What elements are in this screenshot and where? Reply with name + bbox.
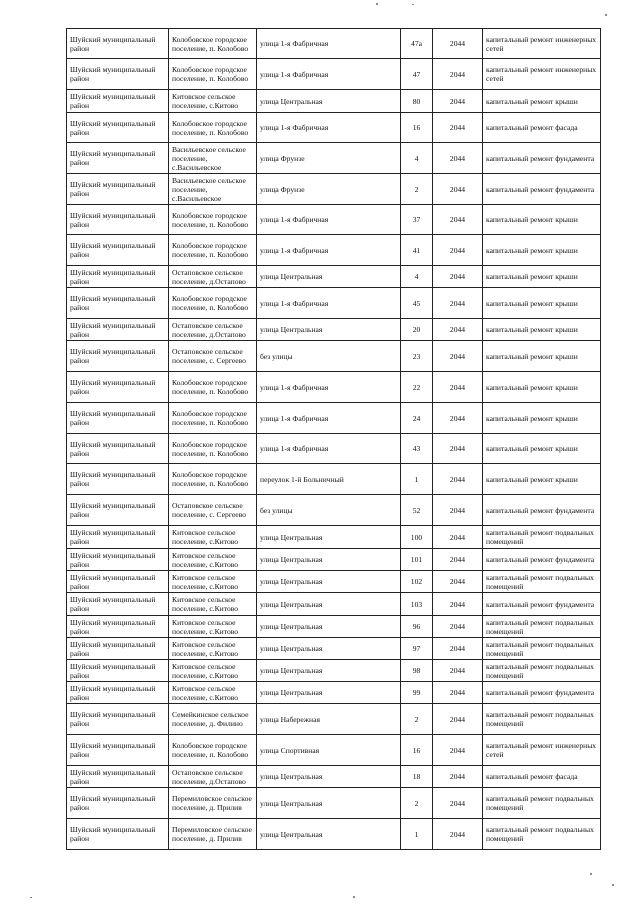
work-type-cell: капитальный ремонт фундамента xyxy=(483,174,601,205)
house-number-cell: 52 xyxy=(401,495,433,526)
district-cell: Шуйский муниципальный район xyxy=(67,113,169,143)
work-type-cell: капитальный ремонт крыши xyxy=(483,205,601,235)
year-cell: 2044 xyxy=(433,266,483,288)
street-cell: улица 1-я Фабричная xyxy=(257,235,401,266)
table-row xyxy=(67,235,601,266)
settlement-cell: Перемиловское сельское поселение, д. Прилив xyxy=(169,819,257,850)
settlement-cell: Васильевское сельское поселение, с.Васильевское xyxy=(169,174,257,205)
year-cell: 2044 xyxy=(433,464,483,495)
table-row xyxy=(67,205,601,235)
table-row xyxy=(67,174,601,205)
year-cell: 2044 xyxy=(433,549,483,571)
table-row xyxy=(67,766,601,788)
street-cell: улица Фрунзе xyxy=(257,143,401,174)
table-row xyxy=(67,90,601,113)
street-cell: без улицы xyxy=(257,495,401,526)
house-number-cell: 103 xyxy=(401,593,433,616)
settlement-cell: Китовское сельское поселение, с.Китово xyxy=(169,571,257,593)
settlement-cell: Китовское сельское поселение, с.Китово xyxy=(169,616,257,638)
work-type-cell: капитальный ремонт фундамента xyxy=(483,593,601,616)
work-type-cell: капитальный ремонт инженерных сетей xyxy=(483,59,601,90)
settlement-cell: Китовское сельское поселение, с.Китово xyxy=(169,660,257,682)
house-number-cell: 4 xyxy=(401,143,433,174)
table-row xyxy=(67,59,601,90)
district-cell: Шуйский муниципальный район xyxy=(67,372,169,403)
table-row xyxy=(67,341,601,372)
table-row xyxy=(67,593,601,616)
house-number-cell: 16 xyxy=(401,735,433,766)
street-cell: улица Центральная xyxy=(257,593,401,616)
district-cell: Шуйский муниципальный район xyxy=(67,735,169,766)
work-type-cell: капитальный ремонт крыши xyxy=(483,341,601,372)
work-type-cell: капитальный ремонт подвальных помещений xyxy=(483,704,601,735)
work-type-cell: капитальный ремонт крыши xyxy=(483,288,601,319)
house-number-cell: 20 xyxy=(401,319,433,341)
year-cell: 2044 xyxy=(433,143,483,174)
street-cell: улица 1-я Фабричная xyxy=(257,288,401,319)
house-number-cell: 2 xyxy=(401,704,433,735)
work-type-cell: капитальный ремонт крыши xyxy=(483,464,601,495)
district-cell: Шуйский муниципальный район xyxy=(67,235,169,266)
table-row xyxy=(67,788,601,819)
work-type-cell: капитальный ремонт подвальных помещений xyxy=(483,638,601,660)
settlement-cell: Китовское сельское поселение, с.Китово xyxy=(169,526,257,549)
settlement-cell: Колобовское городское поселение, п. Колобово xyxy=(169,59,257,90)
street-cell: улица 1-я Фабричная xyxy=(257,205,401,235)
work-type-cell: капитальный ремонт подвальных помещений xyxy=(483,819,601,850)
district-cell: Шуйский муниципальный район xyxy=(67,571,169,593)
settlement-cell: Остаповское сельское поселение, д.Остапово xyxy=(169,319,257,341)
district-cell: Шуйский муниципальный район xyxy=(67,143,169,174)
street-cell: улица Фрунзе xyxy=(257,174,401,205)
street-cell: улица Центральная xyxy=(257,571,401,593)
scan-speck xyxy=(412,4,414,5)
table-row xyxy=(67,495,601,526)
settlement-cell: Остаповское сельское поселение, д.Остапово xyxy=(169,266,257,288)
district-cell: Шуйский муниципальный район xyxy=(67,704,169,735)
settlement-cell: Китовское сельское поселение, с.Китово xyxy=(169,549,257,571)
scan-speck xyxy=(605,14,607,16)
year-cell: 2044 xyxy=(433,593,483,616)
year-cell: 2044 xyxy=(433,495,483,526)
repair-schedule-table xyxy=(66,28,601,850)
street-cell: улица Центральная xyxy=(257,660,401,682)
year-cell: 2044 xyxy=(433,735,483,766)
scan-speck xyxy=(612,884,614,886)
house-number-cell: 43 xyxy=(401,434,433,464)
scan-speck xyxy=(30,897,32,898)
settlement-cell: Остаповское сельское поселение, с. Сергеево xyxy=(169,341,257,372)
district-cell: Шуйский муниципальный район xyxy=(67,638,169,660)
house-number-cell: 102 xyxy=(401,571,433,593)
house-number-cell: 2 xyxy=(401,788,433,819)
year-cell: 2044 xyxy=(433,403,483,434)
street-cell: улица Центральная xyxy=(257,319,401,341)
work-type-cell: капитальный ремонт фасада xyxy=(483,766,601,788)
work-type-cell: капитальный ремонт крыши xyxy=(483,90,601,113)
work-type-cell: капитальный ремонт инженерных сетей xyxy=(483,29,601,59)
house-number-cell: 101 xyxy=(401,549,433,571)
table-row xyxy=(67,526,601,549)
settlement-cell: Китовское сельское поселение, с.Китово xyxy=(169,638,257,660)
work-type-cell: капитальный ремонт подвальных помещений xyxy=(483,660,601,682)
house-number-cell: 41 xyxy=(401,235,433,266)
settlement-cell: Остаповское сельское поселение, с. Сергеево xyxy=(169,495,257,526)
table-row xyxy=(67,735,601,766)
district-cell: Шуйский муниципальный район xyxy=(67,593,169,616)
district-cell: Шуйский муниципальный район xyxy=(67,682,169,704)
settlement-cell: Васильевское сельское поселение, с.Васильевское xyxy=(169,143,257,174)
year-cell: 2044 xyxy=(433,205,483,235)
year-cell: 2044 xyxy=(433,766,483,788)
street-cell: переулок 1-й Больничный xyxy=(257,464,401,495)
work-type-cell: капитальный ремонт фундамента xyxy=(483,495,601,526)
table-row xyxy=(67,29,601,59)
settlement-cell: Колобовское городское поселение, п. Колобово xyxy=(169,403,257,434)
table-row xyxy=(67,819,601,850)
year-cell: 2044 xyxy=(433,526,483,549)
table-row xyxy=(67,319,601,341)
settlement-cell: Перемиловское сельское поселение, д. Прилив xyxy=(169,788,257,819)
work-type-cell: капитальный ремонт фундамента xyxy=(483,143,601,174)
house-number-cell: 4 xyxy=(401,266,433,288)
year-cell: 2044 xyxy=(433,113,483,143)
settlement-cell: Семейкинское сельское поселение, д. Филино xyxy=(169,704,257,735)
table-row xyxy=(67,616,601,638)
scan-speck xyxy=(376,3,378,5)
district-cell: Шуйский муниципальный район xyxy=(67,288,169,319)
work-type-cell: капитальный ремонт крыши xyxy=(483,266,601,288)
district-cell: Шуйский муниципальный район xyxy=(67,616,169,638)
district-cell: Шуйский муниципальный район xyxy=(67,59,169,90)
work-type-cell: капитальный ремонт фундамента xyxy=(483,549,601,571)
district-cell: Шуйский муниципальный район xyxy=(67,526,169,549)
street-cell: улица Набережная xyxy=(257,704,401,735)
table-row xyxy=(67,434,601,464)
street-cell: без улицы xyxy=(257,341,401,372)
year-cell: 2044 xyxy=(433,90,483,113)
work-type-cell: капитальный ремонт инженерных сетей xyxy=(483,735,601,766)
year-cell: 2044 xyxy=(433,341,483,372)
scan-speck xyxy=(353,896,355,898)
district-cell: Шуйский муниципальный район xyxy=(67,549,169,571)
district-cell: Шуйский муниципальный район xyxy=(67,174,169,205)
district-cell: Шуйский муниципальный район xyxy=(67,319,169,341)
table-row xyxy=(67,403,601,434)
house-number-cell: 1 xyxy=(401,464,433,495)
work-type-cell: капитальный ремонт крыши xyxy=(483,372,601,403)
house-number-cell: 98 xyxy=(401,660,433,682)
district-cell: Шуйский муниципальный район xyxy=(67,819,169,850)
house-number-cell: 47а xyxy=(401,29,433,59)
settlement-cell: Колобовское городское поселение, п. Колобово xyxy=(169,735,257,766)
document-page xyxy=(66,28,601,850)
district-cell: Шуйский муниципальный район xyxy=(67,403,169,434)
district-cell: Шуйский муниципальный район xyxy=(67,464,169,495)
year-cell: 2044 xyxy=(433,819,483,850)
year-cell: 2044 xyxy=(433,571,483,593)
year-cell: 2044 xyxy=(433,29,483,59)
table-row xyxy=(67,704,601,735)
settlement-cell: Колобовское городское поселение, п. Колобово xyxy=(169,434,257,464)
work-type-cell: капитальный ремонт подвальных помещений xyxy=(483,616,601,638)
work-type-cell: капитальный ремонт подвальных помещений xyxy=(483,788,601,819)
table-row xyxy=(67,372,601,403)
table-row xyxy=(67,549,601,571)
work-type-cell: капитальный ремонт фундамента xyxy=(483,682,601,704)
street-cell: улица Центральная xyxy=(257,819,401,850)
district-cell: Шуйский муниципальный район xyxy=(67,495,169,526)
scan-speck xyxy=(590,873,592,875)
year-cell: 2044 xyxy=(433,372,483,403)
house-number-cell: 23 xyxy=(401,341,433,372)
house-number-cell: 37 xyxy=(401,205,433,235)
work-type-cell: капитальный ремонт подвальных помещений xyxy=(483,526,601,549)
street-cell: улица 1-я Фабричная xyxy=(257,434,401,464)
work-type-cell: капитальный ремонт крыши xyxy=(483,319,601,341)
table-row xyxy=(67,288,601,319)
house-number-cell: 18 xyxy=(401,766,433,788)
district-cell: Шуйский муниципальный район xyxy=(67,766,169,788)
street-cell: улица 1-я Фабричная xyxy=(257,29,401,59)
year-cell: 2044 xyxy=(433,660,483,682)
year-cell: 2044 xyxy=(433,288,483,319)
year-cell: 2044 xyxy=(433,682,483,704)
district-cell: Шуйский муниципальный район xyxy=(67,266,169,288)
settlement-cell: Колобовское городское поселение, п. Колобово xyxy=(169,372,257,403)
district-cell: Шуйский муниципальный район xyxy=(67,205,169,235)
house-number-cell: 97 xyxy=(401,638,433,660)
district-cell: Шуйский муниципальный район xyxy=(67,660,169,682)
street-cell: улица Центральная xyxy=(257,549,401,571)
district-cell: Шуйский муниципальный район xyxy=(67,90,169,113)
year-cell: 2044 xyxy=(433,319,483,341)
work-type-cell: капитальный ремонт фасада xyxy=(483,113,601,143)
work-type-cell: капитальный ремонт крыши xyxy=(483,434,601,464)
table-row xyxy=(67,660,601,682)
table-row xyxy=(67,266,601,288)
table-row xyxy=(67,143,601,174)
year-cell: 2044 xyxy=(433,704,483,735)
street-cell: улица Центральная xyxy=(257,90,401,113)
year-cell: 2044 xyxy=(433,59,483,90)
street-cell: улица Центральная xyxy=(257,766,401,788)
table-row xyxy=(67,571,601,593)
house-number-cell: 47 xyxy=(401,59,433,90)
street-cell: улица 1-я Фабричная xyxy=(257,113,401,143)
settlement-cell: Колобовское городское поселение, п. Колобово xyxy=(169,464,257,495)
house-number-cell: 100 xyxy=(401,526,433,549)
settlement-cell: Колобовское городское поселение, п. Колобово xyxy=(169,235,257,266)
work-type-cell: капитальный ремонт крыши xyxy=(483,403,601,434)
street-cell: улица Центральная xyxy=(257,616,401,638)
street-cell: улица Спортивная xyxy=(257,735,401,766)
street-cell: улица Центральная xyxy=(257,788,401,819)
street-cell: улица Центральная xyxy=(257,682,401,704)
street-cell: улица Центральная xyxy=(257,526,401,549)
settlement-cell: Колобовское городское поселение, п. Колобово xyxy=(169,113,257,143)
street-cell: улица 1-я Фабричная xyxy=(257,372,401,403)
settlement-cell: Китовское сельское поселение, с.Китово xyxy=(169,90,257,113)
year-cell: 2044 xyxy=(433,788,483,819)
table-row xyxy=(67,464,601,495)
house-number-cell: 96 xyxy=(401,616,433,638)
table-row xyxy=(67,682,601,704)
settlement-cell: Остаповское сельское поселение, д.Остапово xyxy=(169,766,257,788)
street-cell: улица 1-я Фабричная xyxy=(257,403,401,434)
settlement-cell: Колобовское городское поселение, п. Колобово xyxy=(169,29,257,59)
settlement-cell: Китовское сельское поселение, с.Китово xyxy=(169,593,257,616)
house-number-cell: 24 xyxy=(401,403,433,434)
house-number-cell: 99 xyxy=(401,682,433,704)
house-number-cell: 80 xyxy=(401,90,433,113)
house-number-cell: 2 xyxy=(401,174,433,205)
table-row xyxy=(67,113,601,143)
district-cell: Шуйский муниципальный район xyxy=(67,434,169,464)
district-cell: Шуйский муниципальный район xyxy=(67,29,169,59)
house-number-cell: 16 xyxy=(401,113,433,143)
house-number-cell: 45 xyxy=(401,288,433,319)
year-cell: 2044 xyxy=(433,616,483,638)
settlement-cell: Колобовское городское поселение, п. Колобово xyxy=(169,288,257,319)
year-cell: 2044 xyxy=(433,235,483,266)
year-cell: 2044 xyxy=(433,434,483,464)
house-number-cell: 22 xyxy=(401,372,433,403)
street-cell: улица Центральная xyxy=(257,638,401,660)
table-body xyxy=(67,29,601,850)
work-type-cell: капитальный ремонт подвальных помещений xyxy=(483,571,601,593)
table-row xyxy=(67,638,601,660)
district-cell: Шуйский муниципальный район xyxy=(67,788,169,819)
year-cell: 2044 xyxy=(433,638,483,660)
house-number-cell: 1 xyxy=(401,819,433,850)
work-type-cell: капитальный ремонт крыши xyxy=(483,235,601,266)
settlement-cell: Колобовское городское поселение, п. Колобово xyxy=(169,205,257,235)
settlement-cell: Китовское сельское поселение, с.Китово xyxy=(169,682,257,704)
street-cell: улица Центральная xyxy=(257,266,401,288)
district-cell: Шуйский муниципальный район xyxy=(67,341,169,372)
street-cell: улица 1-я Фабричная xyxy=(257,59,401,90)
year-cell: 2044 xyxy=(433,174,483,205)
